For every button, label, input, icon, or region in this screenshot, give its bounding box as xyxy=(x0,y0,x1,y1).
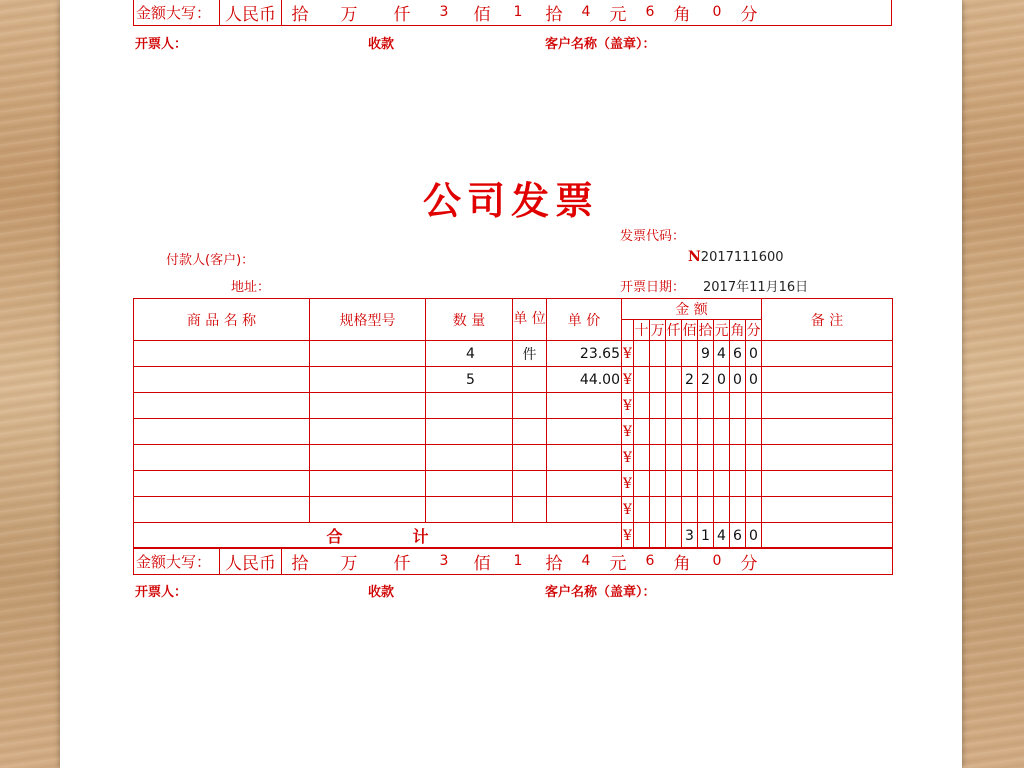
top-amount-unit-5: 1 xyxy=(513,4,523,20)
cell-qty[interactable] xyxy=(426,419,513,445)
amount-unit-11: 0 xyxy=(712,553,722,569)
cell-qty[interactable]: 4 xyxy=(426,341,513,367)
cell-note[interactable] xyxy=(762,445,893,471)
address-label: 地址： xyxy=(231,280,271,295)
top-amount-units-cell xyxy=(282,0,892,26)
cell-price[interactable] xyxy=(547,419,622,445)
cell-spec[interactable] xyxy=(310,393,426,419)
cell-digit[interactable] xyxy=(682,341,698,367)
cell-note[interactable] xyxy=(762,497,893,523)
total-label-1: 合 xyxy=(326,527,343,546)
total-digit xyxy=(634,523,650,549)
cell-digit[interactable]: 2 xyxy=(682,367,698,393)
invoice-table xyxy=(133,298,893,549)
cell-name[interactable] xyxy=(134,445,310,471)
digit-header-2: 仟 xyxy=(666,320,682,341)
amount-currency: 人民币 xyxy=(225,553,276,574)
top-amount-unit-10: 角 xyxy=(673,4,691,25)
amount-unit-3: 3 xyxy=(439,553,449,569)
cell-digit[interactable]: 0 xyxy=(746,341,762,367)
cell-yen: ¥ xyxy=(622,393,634,419)
cell-qty[interactable]: 5 xyxy=(426,367,513,393)
cell-unit[interactable] xyxy=(513,445,547,471)
table-row xyxy=(134,445,893,471)
cell-digit[interactable] xyxy=(666,445,682,471)
cell-digit[interactable] xyxy=(682,419,698,445)
n-mark: N xyxy=(688,249,701,265)
cell-unit[interactable] xyxy=(513,419,547,445)
cell-digit[interactable] xyxy=(746,445,762,471)
cell-digit[interactable] xyxy=(682,497,698,523)
digit-header-6: 角 xyxy=(730,320,746,341)
cell-note[interactable] xyxy=(762,419,893,445)
amount-label: 金额大写： xyxy=(136,552,212,571)
top-amount-unit-8: 元 xyxy=(609,4,627,25)
cell-yen: ¥ xyxy=(622,367,634,393)
cell-name[interactable] xyxy=(134,419,310,445)
amount-unit-9: 6 xyxy=(645,553,655,569)
top-amount-unit-4: 佰 xyxy=(473,4,491,25)
amount-unit-6: 拾 xyxy=(545,553,563,574)
cell-digit[interactable] xyxy=(746,393,762,419)
cell-digit[interactable] xyxy=(666,471,682,497)
cell-digit[interactable] xyxy=(730,393,746,419)
amount-unit-8: 元 xyxy=(609,553,627,574)
header-amount: 金 额 xyxy=(622,299,762,320)
amount-unit-12: 分 xyxy=(740,553,758,574)
cell-digit[interactable] xyxy=(698,445,714,471)
top-amount-currency: 人民币 xyxy=(225,4,276,25)
amount-unit-10: 角 xyxy=(673,553,691,574)
cell-note[interactable] xyxy=(762,393,893,419)
top-amount-unit-3: 3 xyxy=(439,4,449,20)
digit-header-0: 十 xyxy=(634,320,650,341)
amount-unit-7: 4 xyxy=(581,553,591,569)
top-customer-label: 客户名称（盖章）： xyxy=(545,37,656,52)
cell-digit[interactable] xyxy=(634,471,650,497)
cell-digit[interactable]: 2 xyxy=(698,367,714,393)
cell-yen: ¥ xyxy=(622,497,634,523)
digit-header-spacer xyxy=(622,320,634,341)
cell-digit[interactable] xyxy=(666,341,682,367)
table-row xyxy=(134,367,893,393)
total-digit: 1 xyxy=(698,523,714,549)
top-amount-unit-12: 分 xyxy=(740,4,758,25)
cell-qty[interactable] xyxy=(426,393,513,419)
cell-spec[interactable] xyxy=(310,341,426,367)
cell-digit[interactable] xyxy=(650,497,666,523)
cell-digit[interactable] xyxy=(666,419,682,445)
amount-in-words-row xyxy=(133,547,893,575)
cell-spec[interactable] xyxy=(310,497,426,523)
invoice-date: 2017年11月16日 xyxy=(703,280,809,295)
amount-unit-5: 1 xyxy=(513,553,523,569)
header-price: 单 价 xyxy=(547,299,622,341)
digit-header-4: 拾 xyxy=(698,320,714,341)
cell-digit[interactable] xyxy=(730,497,746,523)
date-label: 开票日期： xyxy=(620,280,686,295)
cell-digit[interactable] xyxy=(682,471,698,497)
cell-name[interactable] xyxy=(134,341,310,367)
cell-digit[interactable] xyxy=(730,471,746,497)
table-row xyxy=(134,497,893,523)
cell-name[interactable] xyxy=(134,393,310,419)
cell-digit[interactable] xyxy=(698,419,714,445)
cell-spec[interactable] xyxy=(310,445,426,471)
cell-yen: ¥ xyxy=(622,445,634,471)
cell-digit[interactable]: 0 xyxy=(714,367,730,393)
cell-spec[interactable] xyxy=(310,419,426,445)
cell-digit[interactable] xyxy=(666,393,682,419)
top-amount-unit-9: 6 xyxy=(645,4,655,20)
cell-digit[interactable] xyxy=(634,445,650,471)
cell-digit[interactable] xyxy=(634,419,650,445)
invoice-code-label: 发票代码： xyxy=(620,229,686,244)
header-unit: 单 位 xyxy=(513,299,547,341)
cell-digit[interactable] xyxy=(650,445,666,471)
cell-yen: ¥ xyxy=(622,419,634,445)
total-digit: 6 xyxy=(730,523,746,549)
top-amount-unit-1: 万 xyxy=(340,4,358,25)
table-row xyxy=(134,341,893,367)
total-label-2: 计 xyxy=(412,527,429,546)
amount-units-cell xyxy=(282,548,893,575)
cell-unit[interactable] xyxy=(513,471,547,497)
cell-digit[interactable]: 0 xyxy=(746,367,762,393)
cell-unit[interactable] xyxy=(513,367,547,393)
total-yen: ¥ xyxy=(622,523,634,549)
cell-unit[interactable] xyxy=(513,393,547,419)
total-digit xyxy=(666,523,682,549)
cell-digit[interactable]: 9 xyxy=(698,341,714,367)
cell-digit[interactable] xyxy=(730,445,746,471)
invoice-number xyxy=(688,249,784,265)
customer-label: 客户名称（盖章）： xyxy=(545,585,656,600)
cell-digit[interactable] xyxy=(698,393,714,419)
cell-unit[interactable] xyxy=(513,497,547,523)
total-row xyxy=(134,523,893,549)
cell-qty[interactable] xyxy=(426,471,513,497)
invoice-number-value: 2017111600 xyxy=(700,250,784,265)
cell-digit[interactable] xyxy=(714,471,730,497)
total-digit: 3 xyxy=(682,523,698,549)
cell-digit[interactable] xyxy=(746,471,762,497)
header-note: 备 注 xyxy=(762,299,893,341)
cell-digit[interactable] xyxy=(682,393,698,419)
cell-unit[interactable]: 件 xyxy=(513,341,547,367)
cell-digit[interactable] xyxy=(698,471,714,497)
top-amount-unit-6: 拾 xyxy=(545,4,563,25)
cell-digit[interactable] xyxy=(650,419,666,445)
amount-label-cell xyxy=(134,548,220,575)
invoice-paper xyxy=(60,0,962,768)
top-amount-currency-cell xyxy=(220,0,282,26)
cell-note[interactable] xyxy=(762,341,893,367)
cell-digit[interactable] xyxy=(650,393,666,419)
cell-digit[interactable] xyxy=(714,393,730,419)
invoice-title: 公司发票 xyxy=(422,178,599,223)
amount-unit-1: 万 xyxy=(340,553,358,574)
digit-header-7: 分 xyxy=(746,320,762,341)
top-drawer-label: 开票人： xyxy=(135,37,188,52)
cell-spec[interactable] xyxy=(310,471,426,497)
top-amount-unit-2: 仟 xyxy=(393,4,411,25)
wood-background-left xyxy=(0,0,62,768)
digit-header-5: 元 xyxy=(714,320,730,341)
payer-label: 付款人(客户)： xyxy=(166,253,255,268)
cell-price[interactable] xyxy=(547,497,622,523)
total-digit: 0 xyxy=(746,523,762,549)
amount-unit-4: 佰 xyxy=(473,553,491,574)
cell-digit[interactable] xyxy=(730,419,746,445)
top-amount-label-cell xyxy=(134,0,220,26)
cell-digit[interactable] xyxy=(682,445,698,471)
cell-digit[interactable] xyxy=(714,497,730,523)
total-digit xyxy=(650,523,666,549)
top-amount-units xyxy=(282,0,891,25)
cell-digit[interactable] xyxy=(714,419,730,445)
cell-digit[interactable] xyxy=(634,393,650,419)
cell-name[interactable] xyxy=(134,471,310,497)
cell-digit[interactable] xyxy=(746,419,762,445)
cell-price[interactable] xyxy=(547,471,622,497)
top-amount-unit-11: 0 xyxy=(712,4,722,20)
cell-qty[interactable] xyxy=(426,497,513,523)
top-amount-unit-7: 4 xyxy=(581,4,591,20)
amount-currency-cell xyxy=(220,548,282,575)
total-note xyxy=(762,523,893,549)
cell-price[interactable]: 23.65 xyxy=(547,341,622,367)
cell-digit[interactable] xyxy=(666,367,682,393)
digit-header-1: 万 xyxy=(650,320,666,341)
cell-digit[interactable] xyxy=(634,497,650,523)
total-digit: 4 xyxy=(714,523,730,549)
header-name: 商 品 名 称 xyxy=(134,299,310,341)
cell-name[interactable] xyxy=(134,497,310,523)
cell-digit[interactable] xyxy=(634,367,650,393)
amount-unit-2: 仟 xyxy=(393,553,411,574)
cell-digit[interactable] xyxy=(634,341,650,367)
amount-unit-0: 拾 xyxy=(291,553,309,574)
cell-digit[interactable]: 6 xyxy=(730,341,746,367)
payee-label: 收款 xyxy=(368,585,395,600)
cell-digit[interactable] xyxy=(666,497,682,523)
top-amount-unit-0: 拾 xyxy=(291,4,309,25)
cell-name[interactable] xyxy=(134,367,310,393)
table-row xyxy=(134,471,893,497)
wood-background-right xyxy=(962,0,1024,768)
cell-digit[interactable] xyxy=(746,497,762,523)
cell-digit[interactable] xyxy=(650,471,666,497)
table-row xyxy=(134,393,893,419)
total-label xyxy=(134,523,622,549)
cell-price[interactable] xyxy=(547,393,622,419)
digit-header-3: 佰 xyxy=(682,320,698,341)
cell-spec[interactable] xyxy=(310,367,426,393)
cell-digit[interactable] xyxy=(714,445,730,471)
top-amount-label: 金额大写： xyxy=(136,3,212,22)
cell-digit[interactable]: 4 xyxy=(714,341,730,367)
cell-note[interactable] xyxy=(762,367,893,393)
cell-yen: ¥ xyxy=(622,471,634,497)
cell-digit[interactable] xyxy=(650,341,666,367)
amount-units xyxy=(282,548,892,574)
cell-qty[interactable] xyxy=(426,445,513,471)
top-amount-row xyxy=(133,0,892,26)
cell-digit[interactable] xyxy=(650,367,666,393)
cell-price[interactable] xyxy=(547,445,622,471)
cell-digit[interactable] xyxy=(698,497,714,523)
cell-digit[interactable]: 0 xyxy=(730,367,746,393)
top-payee-label: 收款 xyxy=(368,37,395,52)
cell-yen: ¥ xyxy=(622,341,634,367)
header-qty: 数 量 xyxy=(426,299,513,341)
cell-price[interactable]: 44.00 xyxy=(547,367,622,393)
header-spec: 规格型号 xyxy=(310,299,426,341)
drawer-label: 开票人： xyxy=(135,585,188,600)
table-row xyxy=(134,419,893,445)
cell-note[interactable] xyxy=(762,471,893,497)
